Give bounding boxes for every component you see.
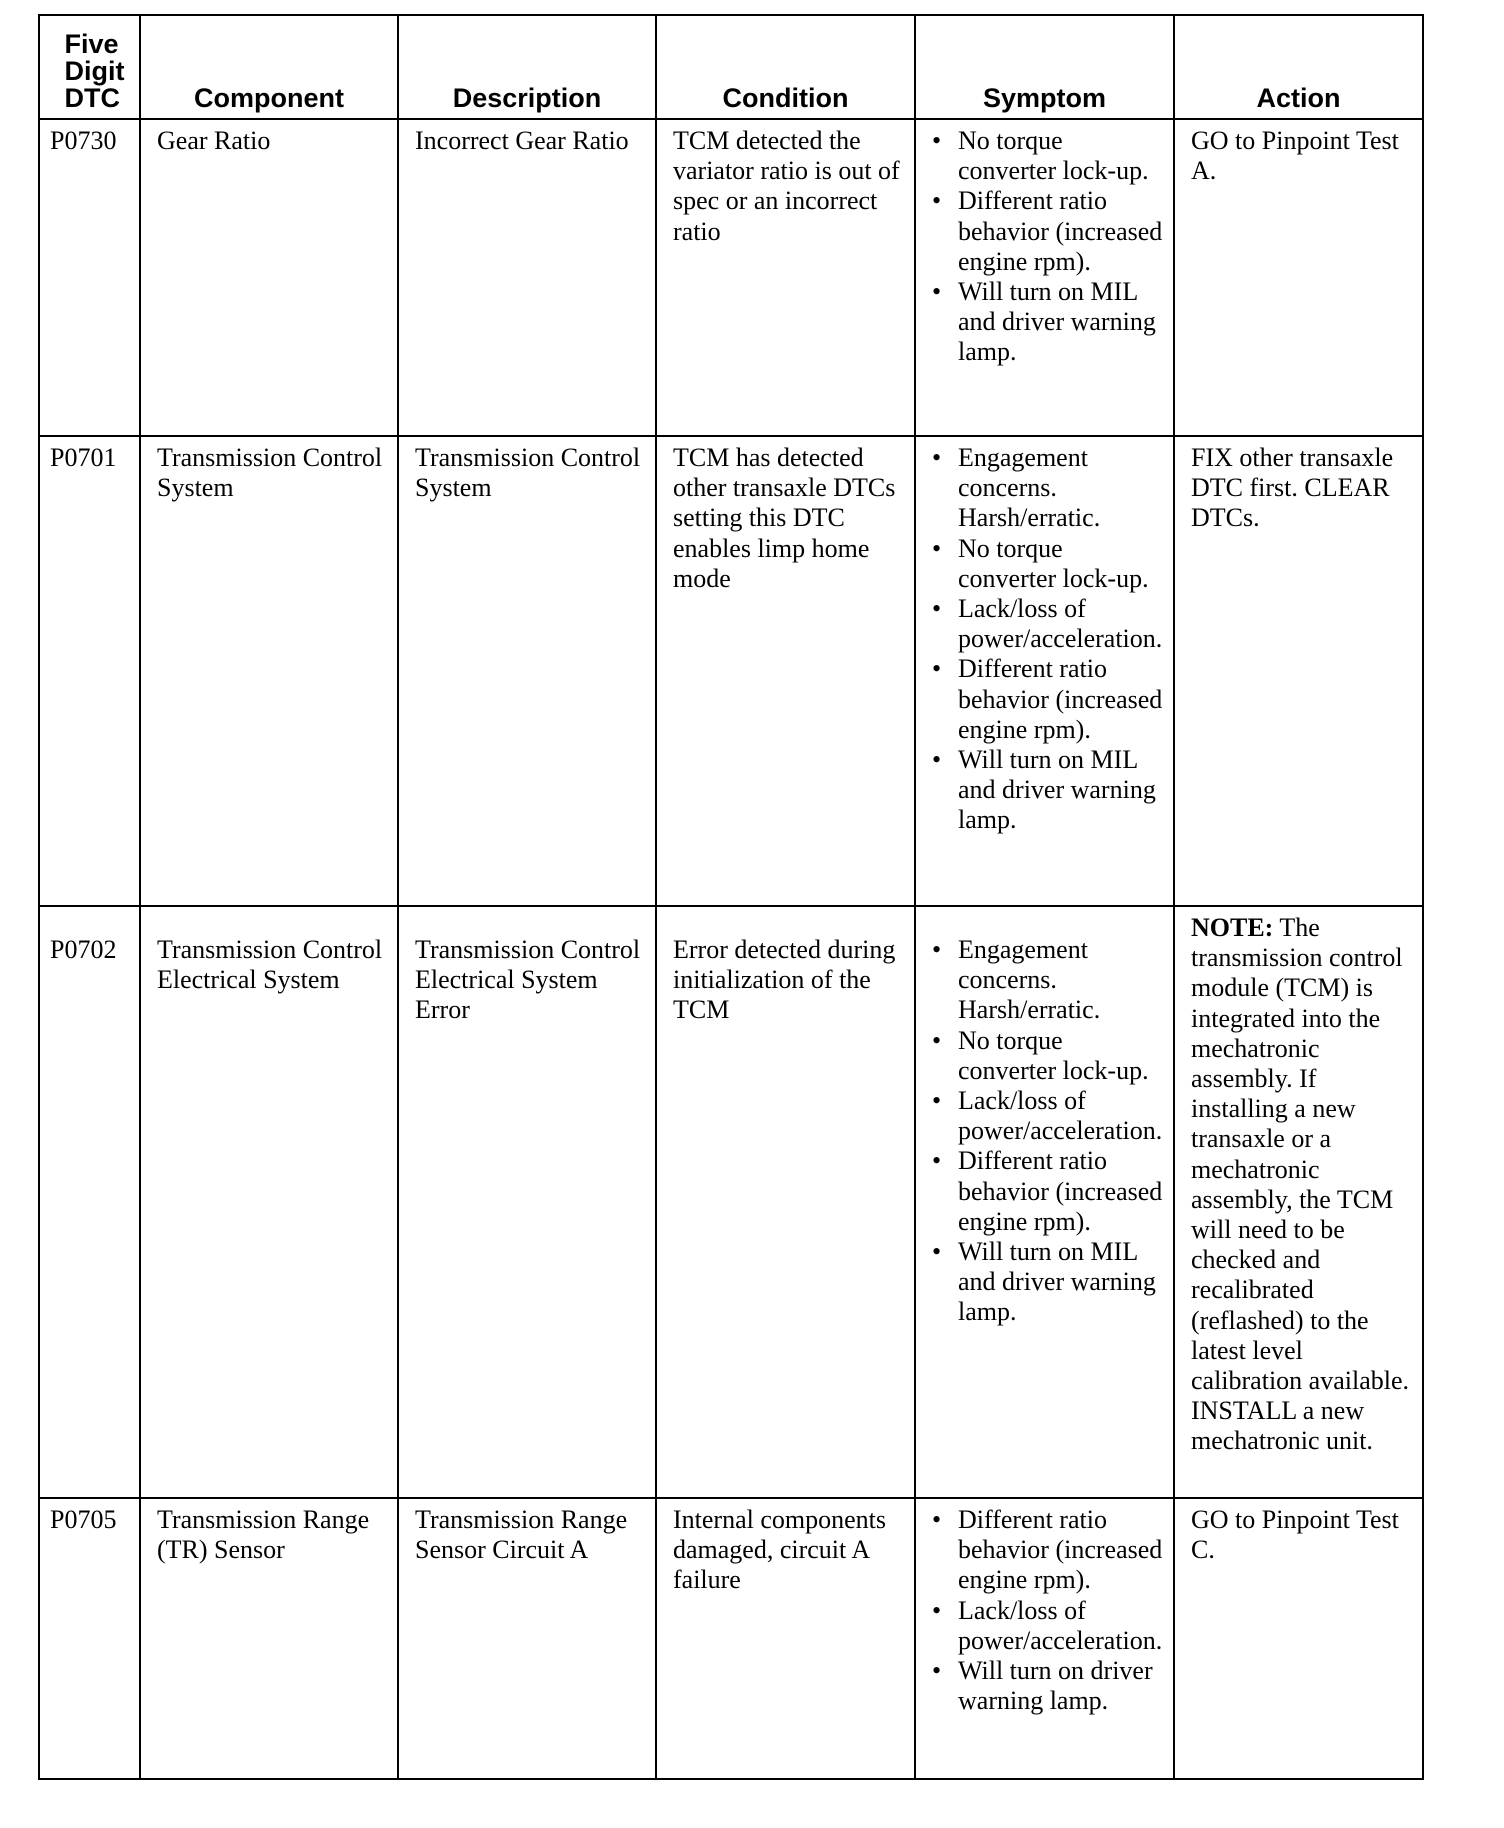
table-row [39,436,1423,906]
description-cell: Transmission Range Sensor Circuit A [398,1498,656,1779]
symptom-list [932,443,1163,836]
table-row [39,119,1423,436]
symptom-item: • Will turn on MIL and driver warning lamp. [932,277,1163,368]
header-row [39,15,1423,119]
note-text: The transmission control module (TCM) is integrated into the mechatronic assembly. If installing a new transaxle or a mechatronic assembly, the TCM will need to be checked and recalibrated (reflashed) to the latest level calibration available. [1191,913,1410,1396]
symptom-list [932,1505,1163,1716]
header-dtc: Five Digit DTC [39,15,140,119]
symptom-item: • Different ratio behavior (increased engine rpm). [932,1505,1163,1596]
note [1191,913,1412,1396]
header-condition: Condition [656,15,915,119]
symptom-item: • Different ratio behavior (increased engine rpm). [932,654,1163,745]
component-cell: Transmission Control Electrical System [140,906,398,1498]
dtc-code: P0705 [39,1498,140,1779]
component-cell: Transmission Control System [140,436,398,906]
symptom-item: • Lack/loss of power/acceleration. [932,1596,1163,1656]
header-component: Component [140,15,398,119]
symptom-list [932,935,1163,1328]
condition-cell: TCM has detected other transaxle DTCs setting this DTC enables limp home mode [656,436,915,906]
component-cell: Transmission Range (TR) Sensor [140,1498,398,1779]
dtc-code: P0702 [39,906,140,1498]
symptom-item: • No torque converter lock-up. [932,126,1163,186]
symptom-item: • Will turn on MIL and driver warning lamp. [932,745,1163,836]
header-description: Description [398,15,656,119]
dtc-code: P0730 [39,119,140,436]
description-cell: Incorrect Gear Ratio [398,119,656,436]
component-cell: Gear Ratio [140,119,398,436]
symptom-item: • Will turn on driver warning lamp. [932,1656,1163,1716]
dtc-table [38,14,1424,1780]
action-cell [1174,906,1423,1498]
action-text: INSTALL a new mechatronic unit. [1191,1396,1373,1456]
symptom-item: • Lack/loss of power/acceleration. [932,594,1163,654]
table-row [39,1498,1423,1779]
header-action: Action [1174,15,1423,119]
description-cell: Transmission Control System [398,436,656,906]
symptom-item: • Engagement concerns. Harsh/erratic. [932,935,1163,1026]
condition-cell: TCM detected the variator ratio is out of spec or an incorrect ratio [656,119,915,436]
action-cell: GO to Pinpoint Test C. [1174,1498,1423,1779]
symptom-item: • Lack/loss of power/acceleration. [932,1086,1163,1146]
action-cell: GO to Pinpoint Test A. [1174,119,1423,436]
symptom-cell [915,1498,1174,1779]
dtc-code: P0701 [39,436,140,906]
symptom-list [932,126,1163,368]
action-cell: FIX other transaxle DTC first. CLEAR DTCs. [1174,436,1423,906]
symptom-item: • No torque converter lock-up. [932,534,1163,594]
header-symptom: Symptom [915,15,1174,119]
note-label: NOTE: [1191,913,1274,942]
symptom-item: • Engagement concerns. Harsh/erratic. [932,443,1163,534]
symptom-item: • Different ratio behavior (increased engine rpm). [932,186,1163,277]
condition-cell: Internal components damaged, circuit A failure [656,1498,915,1779]
symptom-item: • No torque converter lock-up. [932,1026,1163,1086]
symptom-item: • Will turn on MIL and driver warning lamp. [932,1237,1163,1328]
symptom-cell [915,436,1174,906]
symptom-cell [915,906,1174,1498]
symptom-item: • Different ratio behavior (increased engine rpm). [932,1146,1163,1237]
condition-cell: Error detected during initialization of the TCM [656,906,915,1498]
table-row [39,906,1423,1498]
symptom-cell [915,119,1174,436]
description-cell: Transmission Control Electrical System Error [398,906,656,1498]
